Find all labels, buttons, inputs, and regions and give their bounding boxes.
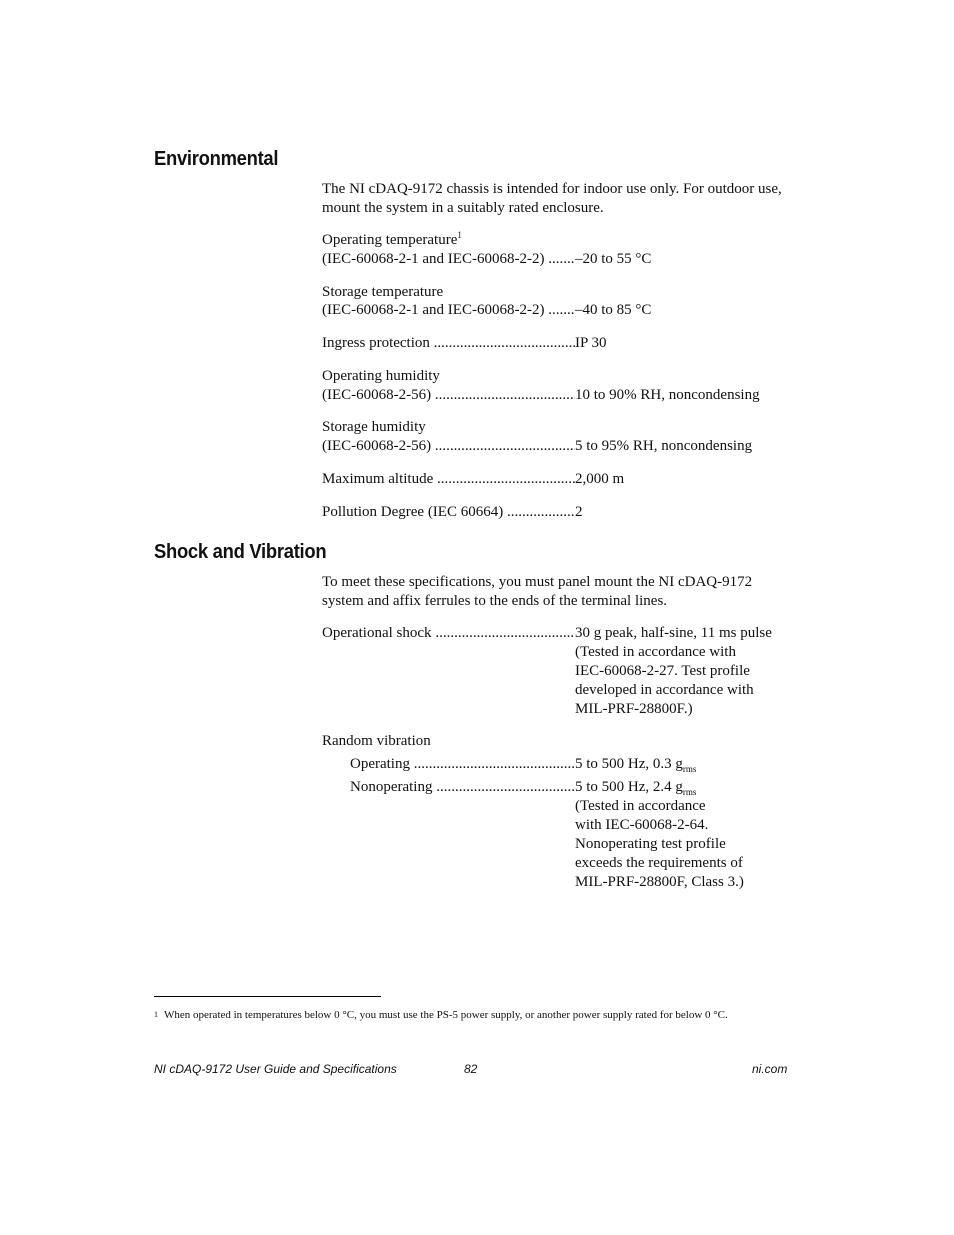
operational-shock-note-line: IEC-60068-2-27. Test profile bbox=[575, 663, 750, 679]
operating-humidity-value: 10 to 90% RH, noncondensing bbox=[575, 387, 760, 403]
pollution-degree-spec bbox=[322, 503, 792, 522]
shock-vibration-heading: Shock and Vibration bbox=[154, 541, 327, 563]
ingress-protection-label: Ingress protection ..... bbox=[322, 334, 575, 353]
nonoperating-vibration-value-text: 5 to 500 Hz, 2.4 g bbox=[575, 779, 683, 795]
operating-humidity-label: (IEC-60068-2-56) ..... bbox=[322, 386, 575, 405]
pollution-degree-value: 2 bbox=[575, 504, 583, 520]
footnote-divider bbox=[154, 996, 381, 997]
operating-vibration-value bbox=[575, 755, 696, 774]
operational-shock-spec bbox=[322, 624, 792, 643]
nonoperating-vibration-note-line: MIL-PRF-28800F, Class 3.) bbox=[575, 874, 744, 890]
footnote-number: 1 bbox=[154, 1010, 158, 1019]
operational-shock-note bbox=[575, 643, 790, 719]
nonoperating-vibration-note bbox=[575, 797, 790, 892]
footnote-reference: 1 bbox=[457, 230, 462, 240]
environmental-heading: Environmental bbox=[154, 148, 279, 170]
storage-temperature-title: Storage temperature bbox=[322, 284, 444, 300]
storage-temperature-label: (IEC-60068-2-1 and IEC-60068-2-2) ..... bbox=[322, 301, 575, 320]
environmental-intro: The NI cDAQ-9172 chassis is intended for indoor use only. For outdoor use, mount the system in a suitably rated enclosure. bbox=[322, 181, 782, 216]
nonoperating-vibration-label: Nonoperating ..... bbox=[350, 778, 575, 797]
storage-humidity-label: (IEC-60068-2-56) ..... bbox=[322, 437, 575, 456]
operating-vibration-spec bbox=[350, 755, 792, 774]
nonoperating-vibration-note-line: exceeds the requirements of bbox=[575, 855, 743, 871]
ingress-protection-value: IP 30 bbox=[575, 335, 607, 351]
operating-temperature-label: (IEC-60068-2-1 and IEC-60068-2-2) ..... bbox=[322, 250, 575, 269]
operating-temperature-spec bbox=[322, 250, 792, 269]
nonoperating-vibration-note-line: (Tested in accordance bbox=[575, 798, 706, 814]
operating-temperature-value: –20 to 55 °C bbox=[575, 251, 652, 267]
maximum-altitude-value: 2,000 m bbox=[575, 471, 625, 487]
operational-shock-label: Operational shock ..... bbox=[322, 624, 575, 643]
nonoperating-vibration-note-line: Nonoperating test profile bbox=[575, 836, 726, 852]
footer-document-title: NI cDAQ-9172 User Guide and Specifications bbox=[154, 1062, 397, 1076]
random-vibration-title: Random vibration bbox=[322, 733, 431, 749]
maximum-altitude-label: Maximum altitude ..... bbox=[322, 470, 575, 489]
operational-shock-note-line: developed in accordance with bbox=[575, 682, 754, 698]
footer-website: ni.com bbox=[752, 1062, 788, 1076]
storage-temperature-spec bbox=[322, 301, 792, 320]
operational-shock-note-line: (Tested in accordance with bbox=[575, 644, 736, 660]
footer-page-number: 82 bbox=[464, 1062, 478, 1076]
nonoperating-vibration-unit-subscript: rms bbox=[682, 787, 697, 797]
storage-humidity-value: 5 to 95% RH, noncondensing bbox=[575, 438, 753, 454]
storage-humidity-title: Storage humidity bbox=[322, 419, 426, 435]
operating-humidity-spec bbox=[322, 386, 792, 405]
operational-shock-value: 30 g peak, half-sine, 11 ms pulse bbox=[575, 625, 772, 641]
storage-temperature-value: –40 to 85 °C bbox=[575, 302, 652, 318]
ingress-protection-spec bbox=[322, 334, 792, 353]
operating-temperature-title bbox=[322, 231, 792, 250]
nonoperating-vibration-value bbox=[575, 778, 696, 797]
operating-humidity-title: Operating humidity bbox=[322, 368, 440, 384]
operational-shock-note-line: MIL-PRF-28800F.) bbox=[575, 701, 693, 717]
nonoperating-vibration-spec bbox=[350, 778, 792, 797]
operating-vibration-value-text: 5 to 500 Hz, 0.3 g bbox=[575, 756, 683, 772]
operating-temperature-title-text: Operating temperature bbox=[322, 232, 458, 248]
nonoperating-vibration-note-line: with IEC-60068-2-64. bbox=[575, 817, 709, 833]
footnote bbox=[154, 1008, 728, 1022]
storage-humidity-spec bbox=[322, 437, 792, 456]
pollution-degree-label: Pollution Degree (IEC 60664) ..... bbox=[322, 503, 575, 522]
operating-vibration-unit-subscript: rms bbox=[682, 764, 697, 774]
maximum-altitude-spec bbox=[322, 470, 792, 489]
shock-vibration-intro: To meet these specifications, you must panel mount the NI cDAQ-9172 system and affix ferrules to the ends of the terminal lines. bbox=[322, 574, 753, 609]
operating-vibration-label: Operating ..... bbox=[350, 755, 575, 774]
footnote-text: When operated in temperatures below 0 °C, you must use the PS-5 power supply, or another power supply rated for below 0 °C. bbox=[164, 1009, 728, 1021]
